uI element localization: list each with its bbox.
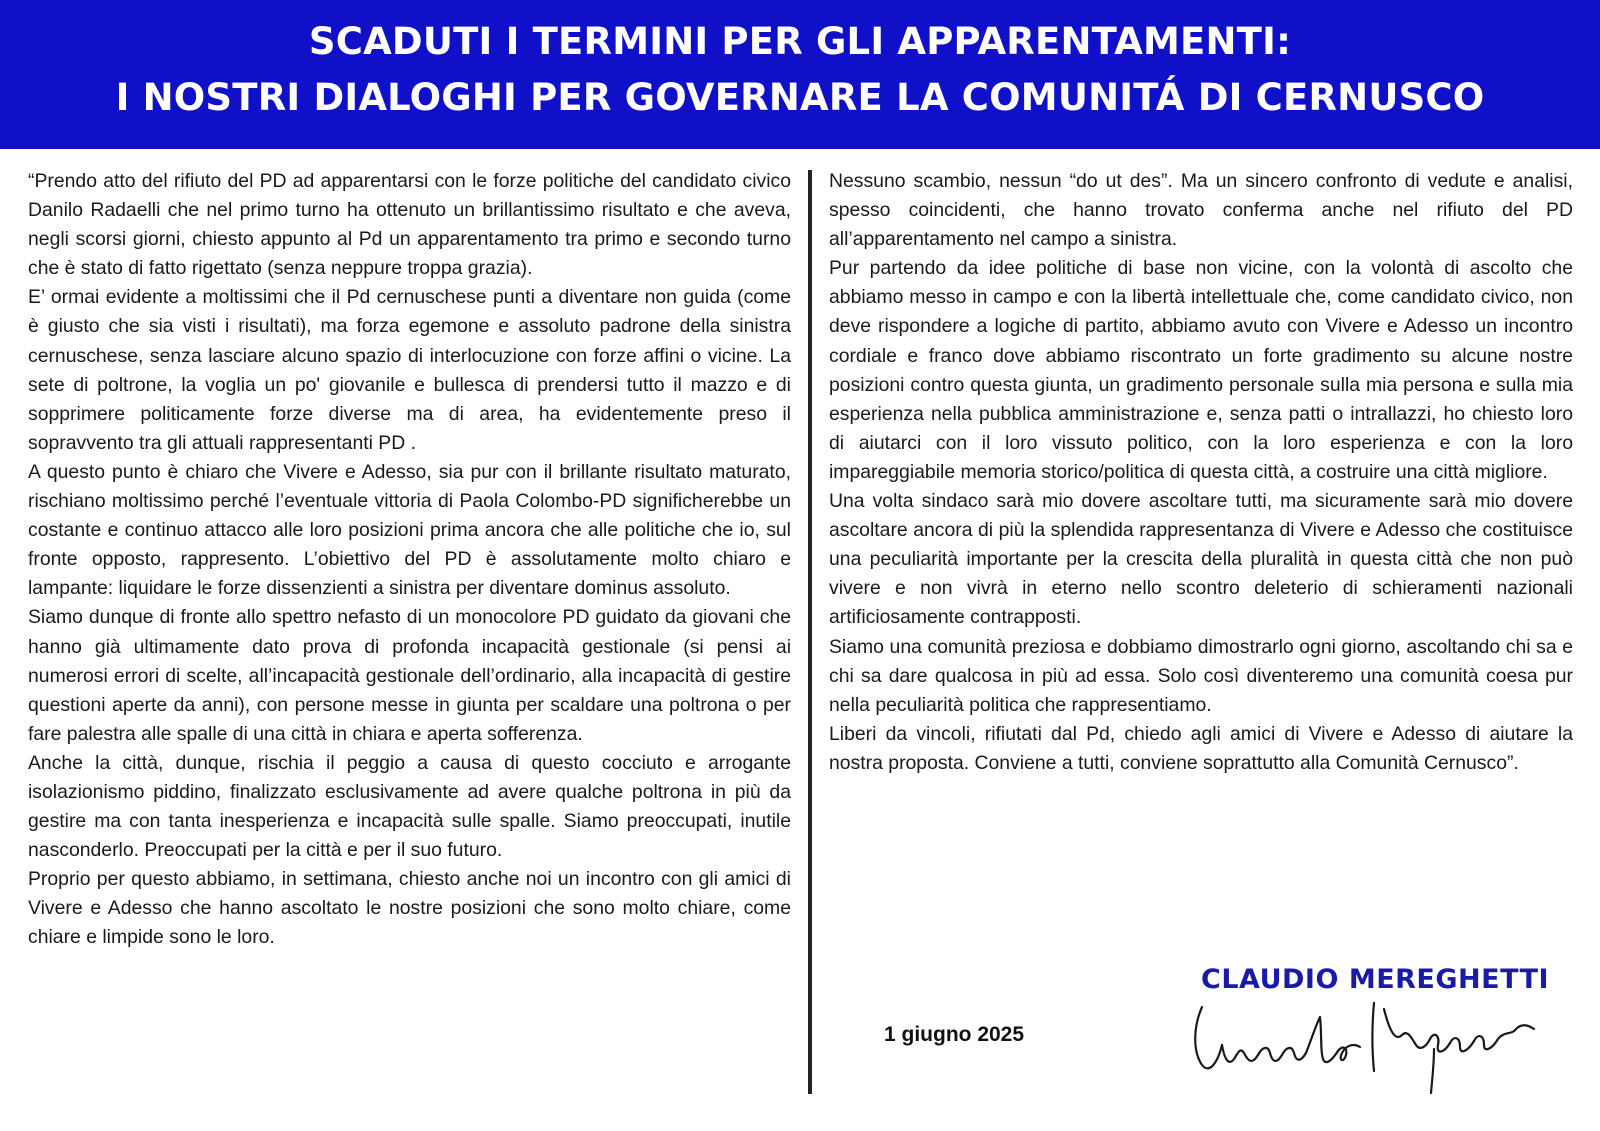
author-name: CLAUDIO MEREGHETTI — [1201, 964, 1550, 995]
left-paragraph-3: A questo punto è chiaro che Vivere e Adesso, sia pur con il brillante risultato maturato, rischiano moltissimo perché l’eventuale vittoria di Paola Colombo-PD significherebbe un costante e continuo attacco alle loro posizioni prima ancora che alle politiche che io, sul fronte opposto, rappresento. L’obiettivo del PD è assolutamente molto chiaro e lampante: liquidare le forze dissenzienti a sinistra per diventare dominus assoluto. — [28, 460, 791, 600]
left-paragraph-6: Proprio per questo abbiamo, in settimana, chiesto anche noi un incontro con gli amici di Vivere e Adesso che hanno ascoltato le nostre posizioni che sono molto chiare, come chiare e limpide sono le loro. — [28, 868, 791, 949]
left-paragraph-5: Anche la città, dunque, rischia il peggio a causa di questo cocciuto e arrogante isolazionismo piddino, finalizzato esclusivamente ad avere qualche poltrona in più da gestire ma con tanta inesperienza e incapacità sulle spalle. Siamo preoccupati, inutile nasconderlo. Preoccupati per la città e per il suo futuro. — [28, 751, 791, 862]
header-banner — [0, 0, 1600, 149]
left-paragraph-2: E’ ormai evidente a moltissimi che il Pd cernuschese punti a diventare non guida (come è giusto che sia visti i risultati), ma forza egemone e assoluto padrone della sinistra cernuschese, senza lasciare alcuno spazio di interlocuzione con forze affini o vicine. La sete di poltrone, la voglia un po' giovanile e bullesca di prendersi tutto il mazzo e di sopprimere politicamente forze diverse ma di area, ha evidentemente preso il sopravvento tra gli attuali rappresentanti PD . — [28, 286, 791, 454]
right-paragraph-2: Pur partendo da idee politiche di base non vicine, con la volontà di ascolto che abbiamo messo in campo e con la libertà intellettuale che, come candidato civico, non deve rispondere a logiche di partito, abbiamo avuto con Vivere e Adesso un incontro cordiale e franco dove abbiamo riscontrato un forte gradimento su alcune nostre posizioni contro questa giunta, un gradimento personale sulla mia persona e sulla mia esperienza nella pubblica amministrazione e, senza patti o intrallazzi, ho chiesto loro di aiutarci con il loro vissuto politico, con la loro esperienza e con la loro impareggiabile memoria storico/politica di questa città, a costruire una città migliore. — [829, 257, 1573, 483]
left-paragraph-1: “Prendo atto del rifiuto del PD ad apparentarsi con le forze politiche del candidato civico Danilo Radaelli che nel primo turno ha ottenuto un brillantissimo risultato e che aveva, negli scorsi giorni, chiesto appunto al Pd un apparentamento tra primo e secondo turno che è stato di fatto rigettato (senza neppure troppa grazia). — [28, 170, 791, 280]
column-divider — [808, 170, 812, 1094]
headline-line-2: I NOSTRI DIALOGHI PER GOVERNARE LA COMUNITÁ DI CERNUSCO — [115, 76, 1485, 119]
right-paragraph-4: Siamo una comunità preziosa e dobbiamo dimostrarlo ogni giorno, ascoltando chi sa e chi sa dare qualcosa in più ad essa. Solo così diventeremo una comunità coesa pur nella peculiarità politica che rappresentiamo. — [829, 635, 1573, 716]
headline-line-1: SCADUTI I TERMINI PER GLI APPARENTAMENTI: — [308, 20, 1292, 63]
left-paragraph-4: Siamo dunque di fronte allo spettro nefasto di un monocolore PD guidato da giovani che hanno già ultimamente dato prova di profonda incapacità gestionale (si pensi ai numerosi errori di scelte, all’incapacità gestionale dell’ordinario, alla incapacità di gestire questioni aperte da anni), con persone messe in giunta per scaldare una poltrona o per fare palestra alle spalle di una città in chiara e aperta sofferenza. — [28, 606, 791, 745]
signature-icon — [1188, 995, 1568, 1095]
date-label: 1 giugno 2025 — [884, 1023, 1025, 1046]
right-paragraph-1: Nessuno scambio, nessun “do ut des”. Ma un sincero confronto di vedute e analisi, spesso coincidenti, che hanno trovato conferma anche nel rifiuto del PD all’apparentamento nel campo a sinistra. — [829, 170, 1573, 251]
right-column — [829, 167, 1573, 778]
right-paragraph-3: Una volta sindaco sarà mio dovere ascoltare tutti, ma sicuramente sarà mio dovere ascoltare ancora di più la splendida rappresentanza di Vivere e Adesso che costituisce una peculiarità importante per la crescita della pluralità in questa città che non può vivere e non vivrà in eterno nello scontro deleterio di schieramenti nazionali artificiosamente contrapposti. — [829, 490, 1573, 629]
right-paragraph-5: Liberi da vincoli, rifiutati dal Pd, chiedo agli amici di Vivere e Adesso di aiutare la nostra proposta. Conviene a tutti, conviene soprattutto alla Comunità Cernusco”. — [829, 722, 1573, 774]
left-column — [28, 167, 791, 953]
